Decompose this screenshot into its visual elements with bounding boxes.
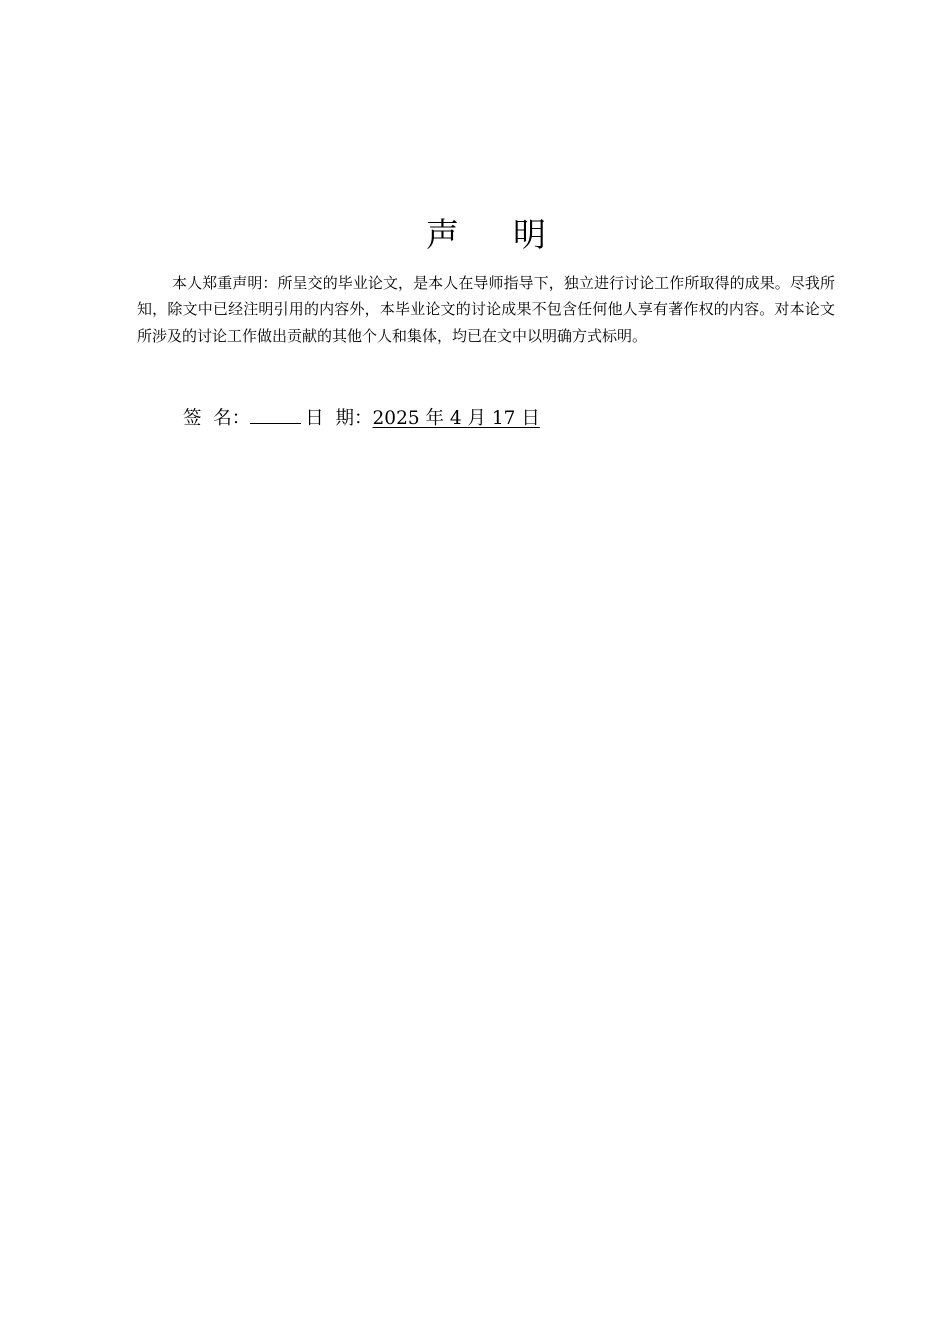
signature-blank-line bbox=[250, 401, 301, 424]
signature-date-row bbox=[183, 401, 540, 434]
date-label: 日 期： bbox=[305, 408, 373, 429]
title-char-1: 声 bbox=[426, 215, 459, 254]
page-title bbox=[0, 213, 950, 257]
declaration-paragraph: 本人郑重声明：所呈交的毕业论文，是本人在导师指导下，独立进行讨论工作所取得的成果。尽我所知，除文中已经注明引用的内容外，本毕业论文的讨论成果不包含任何他人享有著作权的内容。对本论文所涉及的讨论工作做出贡献的其他个人和集体，均已在文中以明确方式标明。 bbox=[137, 274, 835, 345]
signature-label: 签 名： bbox=[183, 408, 251, 429]
title-char-2: 明 bbox=[513, 215, 546, 254]
date-value: 2025 年 4 月 17 日 bbox=[372, 408, 540, 429]
